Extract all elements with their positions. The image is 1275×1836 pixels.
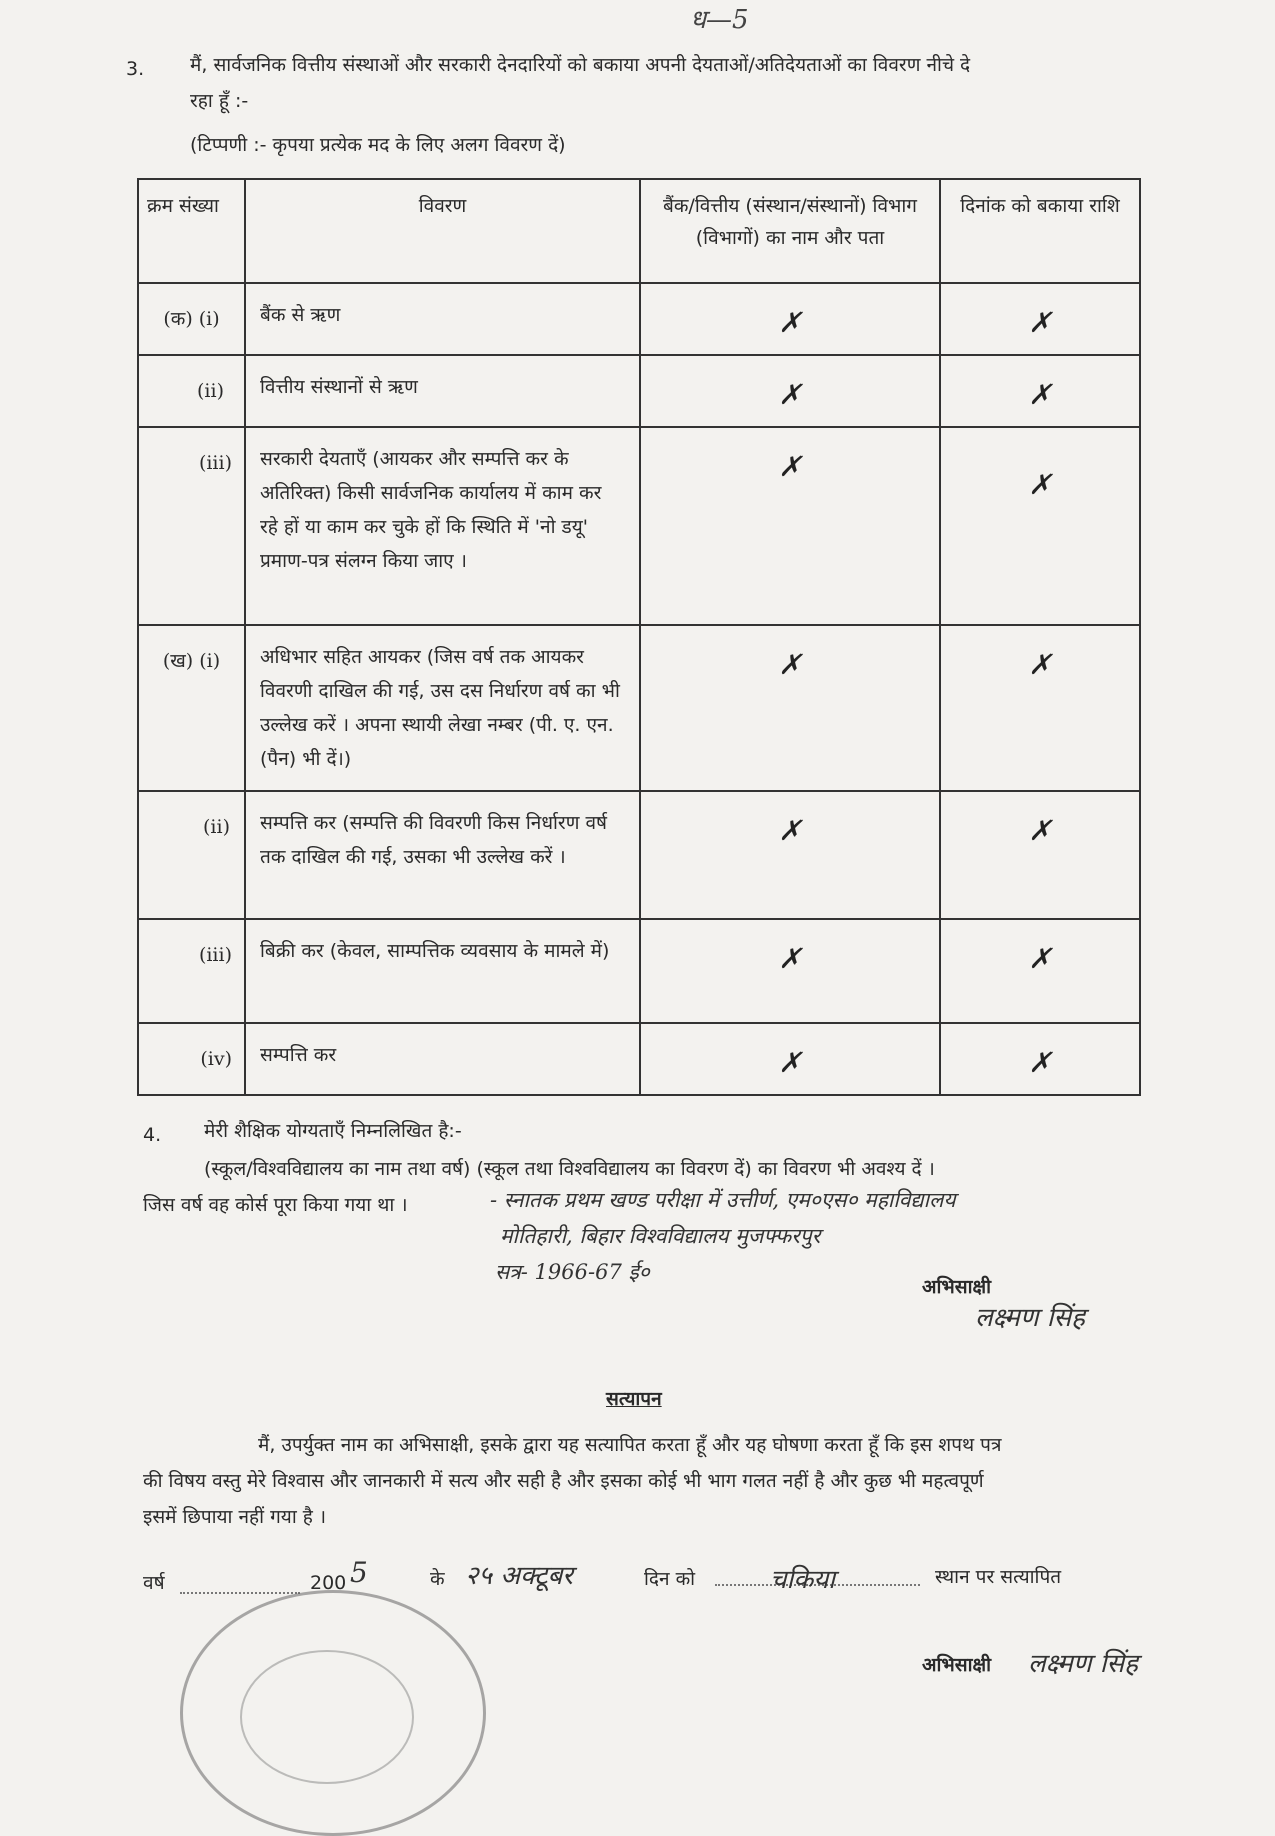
deponent-signature-2: लक्ष्मण सिंह bbox=[1028, 1649, 1138, 1679]
place-label: स्थान पर सत्यापित bbox=[935, 1566, 1062, 1588]
table-row bbox=[138, 1023, 1140, 1095]
verification-line3: इसमें छिपाया नहीं गया है । bbox=[143, 1506, 327, 1528]
deponent-signature-1: लक्ष्मण सिंह bbox=[975, 1303, 1085, 1333]
top-handwritten-mark: ध—5 bbox=[690, 5, 749, 35]
row-details: बिक्री कर (केवल, साम्पत्तिक व्यवसाय के मामले में) bbox=[245, 919, 640, 1023]
table-header-row bbox=[138, 179, 1140, 283]
year-dotted-line bbox=[180, 1570, 300, 1594]
year-prefix: 200 bbox=[310, 1572, 347, 1594]
cross-mark: ✗ bbox=[778, 378, 802, 411]
section4-heading: मेरी शैक्षिक योग्यताएँ निम्नलिखित है:- bbox=[204, 1120, 462, 1142]
row-details: सम्पत्ति कर bbox=[245, 1023, 640, 1095]
cross-mark: ✗ bbox=[1028, 648, 1052, 681]
cross-mark: ✗ bbox=[1028, 1046, 1052, 1079]
row-details: अधिभार सहित आयकर (जिस वर्ष तक आयकर विवरणी दाखिल की गई, उस दस निर्धारण वर्ष का भी उल्लेख करें । अपना स्थायी लेखा नम्बर (पी. ए. एन. (पैन) भी दें।) bbox=[245, 625, 640, 791]
qualification-handwritten-3: सत्र- 1966-67 ई० bbox=[495, 1260, 650, 1284]
row-details: सरकारी देयताएँ (आयकर और सम्पत्ति कर के अतिरिक्त) किसी सार्वजनिक कार्यालय में काम कर रहे हों या काम कर चुके हों कि स्थिति में 'नो डयू' प्रमाण-पत्र संलग्न किया जाए । bbox=[245, 427, 640, 625]
table-row bbox=[138, 625, 1140, 791]
notary-seal-inner-ring bbox=[240, 1650, 414, 1784]
row-sr: (iii) bbox=[138, 427, 245, 625]
section3-note: (टिप्पणी :- कृपया प्रत्येक मद के लिए अलग विवरण दें) bbox=[190, 134, 566, 156]
verification-line2: की विषय वस्तु मेरे विश्वास और जानकारी में सत्य और सही है और इसका कोई भी भाग गलत नहीं है और कुछ भी महत्वपूर्ण bbox=[143, 1470, 984, 1492]
cross-mark: ✗ bbox=[778, 648, 802, 681]
dues-table bbox=[137, 178, 1141, 1096]
section3-line1: मैं, सार्वजनिक वित्तीय संस्थाओं और सरकारी देनदारियों को बकाया अपनी देयताओं/अतिदेयताओं का विवरण नीचे दे bbox=[190, 54, 971, 76]
year-digit-handwritten: 5 bbox=[350, 1556, 368, 1589]
ke-label: के bbox=[430, 1568, 445, 1590]
header-sr: क्रम संख्या bbox=[138, 179, 245, 283]
qualification-handwritten-2: मोतिहारी, बिहार विश्वविद्यालय मुजफ्फरपुर bbox=[500, 1224, 821, 1248]
verification-line1: मैं, उपर्युक्त नाम का अभिसाक्षी, इसके द्वारा यह सत्यापित करता हूँ और यह घोषणा करता हूँ कि इस शपथ पत्र bbox=[258, 1434, 1002, 1456]
row-sr: (ii) bbox=[138, 791, 245, 919]
cross-mark: ✗ bbox=[1028, 942, 1052, 975]
row-details: वित्तीय संस्थानों से ऋण bbox=[245, 355, 640, 427]
row-sr: (क) (i) bbox=[138, 283, 245, 355]
deponent-label-2: अभिसाक्षी bbox=[922, 1654, 992, 1676]
header-details: विवरण bbox=[245, 179, 640, 283]
row-details: सम्पत्ति कर (सम्पत्ति की विवरणी किस निर्धारण वर्ष तक दाखिल की गई, उसका भी उल्लेख करें । bbox=[245, 791, 640, 919]
table-row bbox=[138, 283, 1140, 355]
cross-mark: ✗ bbox=[1028, 306, 1052, 339]
section3-number: 3. bbox=[126, 58, 145, 80]
row-sr: (ख) (i) bbox=[138, 625, 245, 791]
verification-title: सत्यापन bbox=[606, 1388, 662, 1410]
qualification-handwritten-1: - स्नातक प्रथम खण्ड परीक्षा में उत्तीर्ण, एम०एस० महाविद्यालय bbox=[490, 1188, 956, 1212]
table-row bbox=[138, 427, 1140, 625]
cross-mark: ✗ bbox=[778, 450, 802, 483]
year-label: वर्ष bbox=[143, 1572, 165, 1594]
cross-mark: ✗ bbox=[778, 1046, 802, 1079]
table-row bbox=[138, 355, 1140, 427]
section4-number: 4. bbox=[143, 1124, 162, 1146]
row-sr: (iii) bbox=[138, 919, 245, 1023]
row-details: बैंक से ऋण bbox=[245, 283, 640, 355]
header-amount: दिनांक को बकाया राशि bbox=[940, 179, 1140, 283]
table-row bbox=[138, 919, 1140, 1023]
cross-mark: ✗ bbox=[778, 942, 802, 975]
section3-line2: रहा हूँ :- bbox=[190, 90, 249, 112]
cross-mark: ✗ bbox=[1028, 378, 1052, 411]
header-bank: बैंक/वित्तीय (संस्थान/संस्थानों) विभाग (विभागों) का नाम और पता bbox=[640, 179, 940, 283]
cross-mark: ✗ bbox=[1028, 468, 1052, 501]
cross-mark: ✗ bbox=[1028, 814, 1052, 847]
cross-mark: ✗ bbox=[778, 306, 802, 339]
table-row bbox=[138, 791, 1140, 919]
section4-line2: (स्कूल/विश्वविद्यालय का नाम तथा वर्ष) (स्कूल तथा विश्वविद्यालय का विवरण दें) का विवरण भी अवश्य दें । bbox=[204, 1158, 935, 1180]
cross-mark: ✗ bbox=[778, 814, 802, 847]
row-sr: (iv) bbox=[138, 1023, 245, 1095]
day-label: दिन को bbox=[644, 1568, 696, 1590]
row-sr: (ii) bbox=[138, 355, 245, 427]
section4-line3: जिस वर्ष वह कोर्स पूरा किया गया था । bbox=[143, 1194, 408, 1216]
place-handwritten: चकिया bbox=[770, 1565, 836, 1595]
date-handwritten: २५ अक्टूबर bbox=[465, 1561, 573, 1591]
deponent-label-1: अभिसाक्षी bbox=[922, 1276, 992, 1298]
